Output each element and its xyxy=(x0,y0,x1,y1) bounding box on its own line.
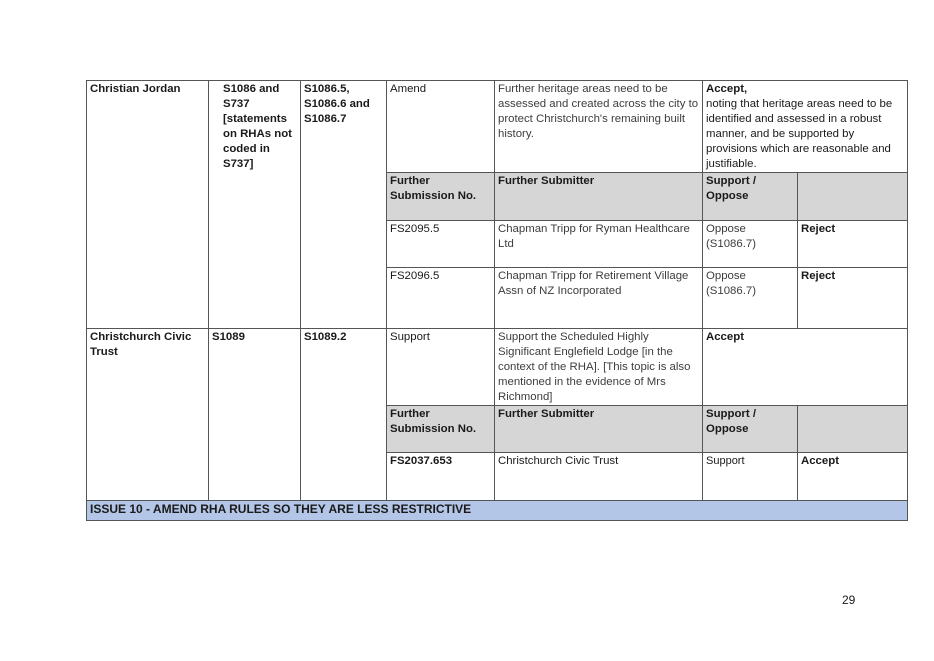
submission-summary: Support the Scheduled Highly Significant Englefield Lodge [in the context of the RHA]. [This topic is also mentioned in the evidence of Mrs Richmond] xyxy=(495,329,703,406)
support-oppose-header: Support / Oppose xyxy=(703,406,798,452)
position: Support xyxy=(387,329,495,406)
table-row xyxy=(87,81,908,173)
fs-number: FS2096.5 xyxy=(387,268,495,329)
further-submission-header: Further Submission No. xyxy=(387,173,495,221)
fs-number: FS2095.5 xyxy=(387,221,495,268)
table-row xyxy=(87,406,908,453)
fs-submitter: Chapman Tripp for Retirement Village Assn of NZ Incorporated xyxy=(495,268,703,329)
fs-decision: Reject xyxy=(801,270,836,282)
decision-text: noting that heritage areas need to be identified and assessed in a robust manner, and be supported by provisions which are reasonable and justifiable. xyxy=(706,98,893,170)
fs-support-oppose: Oppose (S1086.7) xyxy=(703,268,798,328)
table-row xyxy=(87,453,908,501)
submitter-name: Christian Jordan xyxy=(87,81,209,173)
page-number: 29 xyxy=(842,593,856,607)
table-row xyxy=(87,221,908,268)
fs-submitter: Chapman Tripp for Ryman Healthcare Ltd xyxy=(495,221,703,268)
support-oppose-header: Support / Oppose xyxy=(703,173,798,220)
decision-cell xyxy=(703,81,908,173)
decision: Accept xyxy=(703,329,908,406)
table-row xyxy=(87,268,908,329)
table-row xyxy=(87,329,908,406)
issue-row xyxy=(87,501,908,521)
fs-decision: Accept xyxy=(801,455,839,467)
fs-support-oppose: Support xyxy=(703,453,798,500)
submission-point: S1089.2 xyxy=(301,329,387,406)
submission-point: S1086.5, S1086.6 and S1086.7 xyxy=(301,81,387,173)
table-row xyxy=(87,173,908,221)
decision-title: Accept, xyxy=(706,83,748,95)
fs-support-oppose: Oppose (S1086.7) xyxy=(703,221,798,267)
submission-summary: Further heritage areas need to be assessed and created across the city to protect Christchurch's remaining built history. xyxy=(495,81,703,173)
further-submitter-header: Further Submitter xyxy=(495,406,703,453)
submission-number: S1089 xyxy=(209,329,301,406)
fs-number: FS2037.653 xyxy=(387,453,495,501)
submitter-name: Christchurch Civic Trust xyxy=(87,329,209,406)
fs-submitter: Christchurch Civic Trust xyxy=(495,453,703,501)
further-submitter-header: Further Submitter xyxy=(495,173,703,221)
further-submission-header: Further Submission No. xyxy=(387,406,495,453)
issue-heading: ISSUE 10 - AMEND RHA RULES SO THEY ARE LESS RESTRICTIVE xyxy=(87,501,908,521)
position: Amend xyxy=(387,81,495,173)
header-split xyxy=(703,173,908,221)
submissions-table xyxy=(86,80,908,521)
fs-decision: Reject xyxy=(801,223,836,235)
submission-number: S1086 and S737 [statements on RHAs not coded in S737] xyxy=(209,81,301,173)
